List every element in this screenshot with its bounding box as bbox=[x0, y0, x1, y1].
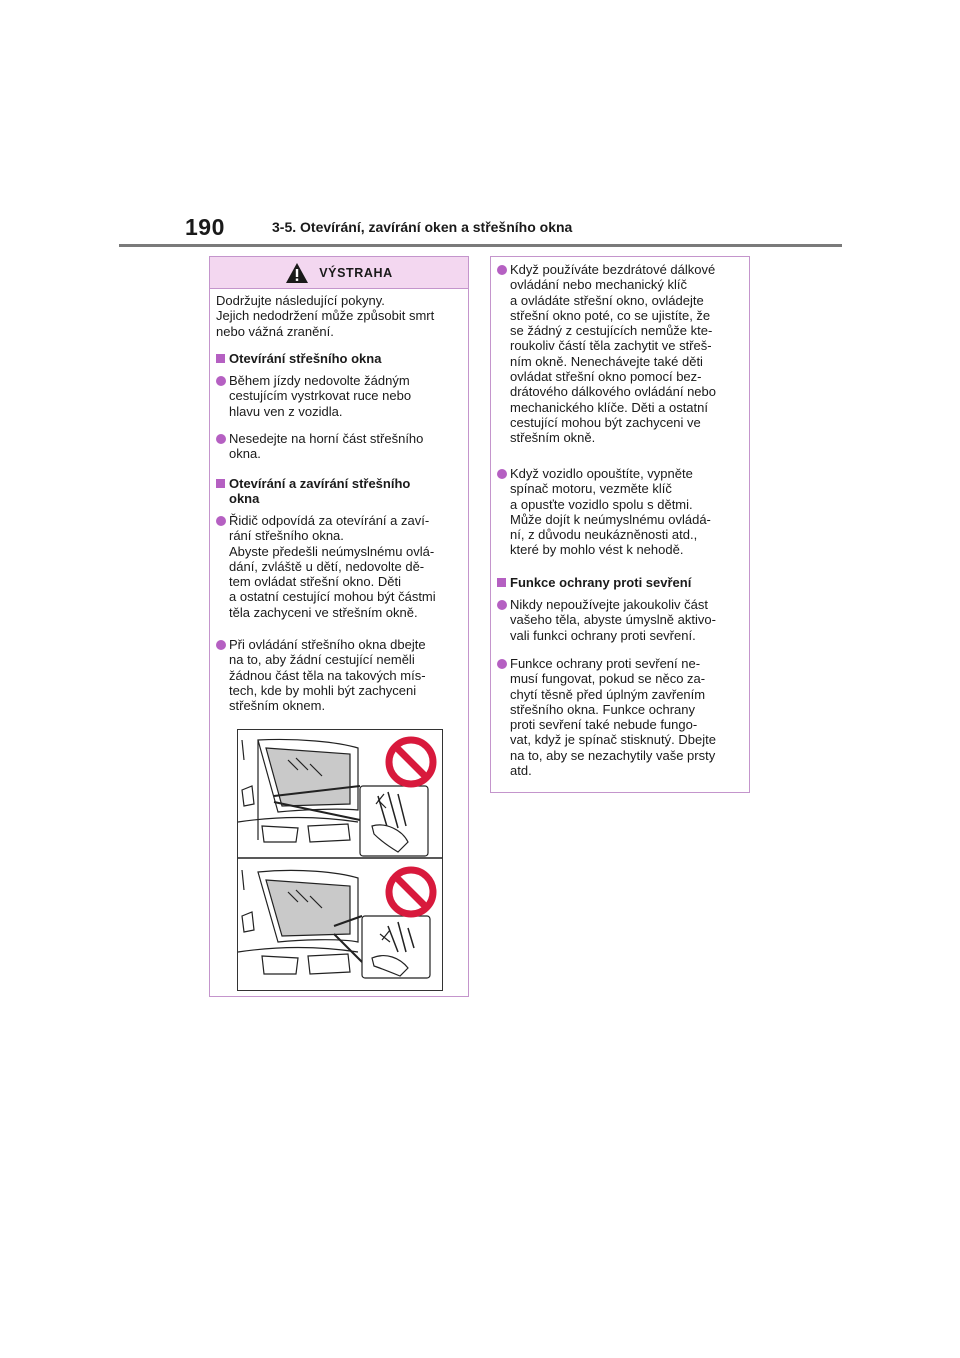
bullet-dot-icon bbox=[216, 516, 226, 526]
bullet-dot-icon bbox=[216, 376, 226, 386]
section-heading: Otevírání a zavírání střešního okna bbox=[216, 476, 464, 507]
warning-intro: Dodržujte následující pokyny. Jejich nedodržení může způsobit smrt nebo vážná zranění. bbox=[216, 293, 435, 339]
warning-box-left bbox=[209, 256, 469, 997]
chapter-title: 3-5. Otevírání, zavírání oken a střešního okna bbox=[272, 219, 573, 235]
bullet-dot-icon bbox=[216, 434, 226, 444]
warning-title: VÝSTRAHA bbox=[319, 265, 393, 280]
square-bullet-icon bbox=[497, 578, 506, 587]
square-bullet-icon bbox=[216, 354, 225, 363]
sunroof-warning-illustration bbox=[237, 729, 443, 991]
list-item: Když vozidlo opouštíte, vypněte spínač motoru, vezměte klíč a opusťte vozidlo spolu s dětmi. Může dojít k neúmyslnému ovládá- ní, z důvodu neukázněnosti atd., které by mohlo vést k nehodě. bbox=[497, 466, 747, 558]
bullet-dot-icon bbox=[497, 265, 507, 275]
list-item: Při ovládání střešního okna dbejte na to, aby žádní cestující neměli žádnou část těla na takových mís- tech, kde by mohli být zachyceni střešním oknem. bbox=[216, 637, 464, 713]
list-item: Během jízdy nedovolte žádným cestujícím vystrkovat ruce nebo hlavu ven z vozidla. bbox=[216, 373, 464, 419]
list-item: Nesedejte na horní část střešního okna. bbox=[216, 431, 464, 462]
warning-triangle-icon bbox=[285, 262, 309, 284]
section-heading: Otevírání střešního okna bbox=[216, 351, 464, 366]
warning-header bbox=[210, 257, 468, 289]
prohibition-icon bbox=[389, 870, 433, 914]
bullet-dot-icon bbox=[497, 659, 507, 669]
bullet-dot-icon bbox=[216, 640, 226, 650]
warning-box-right bbox=[490, 256, 750, 793]
bullet-dot-icon bbox=[497, 600, 507, 610]
header-divider bbox=[119, 244, 842, 247]
page-number: 190 bbox=[185, 214, 225, 240]
list-item: Nikdy nepoužívejte jakoukoliv část vašeho těla, abyste úmyslně aktivo- vali funkci ochrany proti sevření. bbox=[497, 597, 747, 643]
bullet-dot-icon bbox=[497, 469, 507, 479]
square-bullet-icon bbox=[216, 479, 225, 488]
prohibition-icon bbox=[389, 740, 433, 784]
section-heading: Funkce ochrany proti sevření bbox=[497, 575, 747, 590]
list-item: Řidič odpovídá za otevírání a zaví- rání střešního okna. Abyste předešli neúmyslnému ovlá- dání, zvláště u dětí, nedovolte dě- tem ovládat střešní okno. Děti a ostatní cestující mohou být částmi těla zachyceni ve střešním okně. bbox=[216, 513, 464, 620]
list-item: Funkce ochrany proti sevření ne- musí fungovat, pokud se něco za- chytí těsně před úplným zavřením střešního okna. Funkce ochrany proti sevření také nebude fungo- vat, když je spínač stisknutý. Dbejte na to, aby se nezachytily vaše prsty atd. bbox=[497, 656, 747, 778]
list-item: Když používáte bezdrátové dálkové ovládání nebo mechanický klíč a ovládáte střešní okno, ovládejte střešní okno poté, co se ujistíte, že se žádný z cestujících nemůže kte- roukoliv částí těla zachytit ve střeš- ním okně. Nenechávejte také děti ovládat střešní okno pomocí bez- drátového dálkového ovládání nebo mechanického klíče. Děti a ostatní cestující mohou být zachyceni ve střešním okně. bbox=[497, 262, 747, 446]
sunroof-illustration-svg bbox=[238, 730, 442, 990]
